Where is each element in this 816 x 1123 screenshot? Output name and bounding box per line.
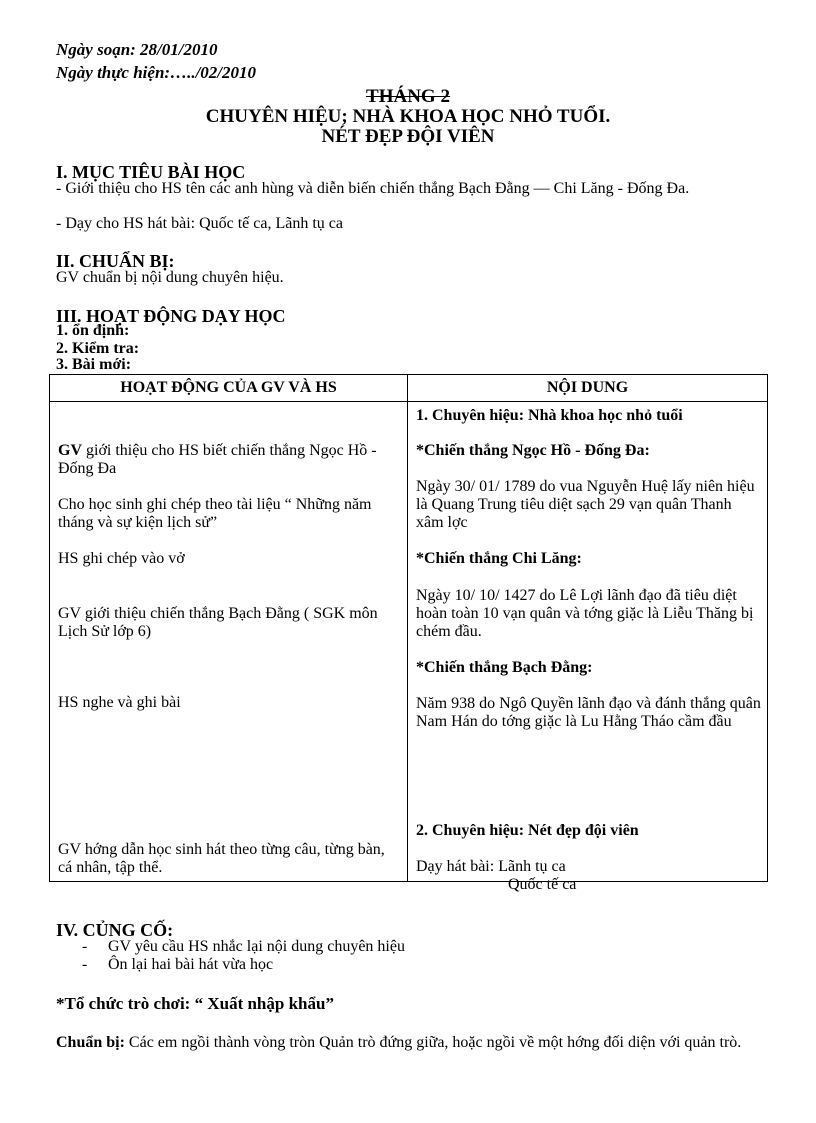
list-item: - GV yêu cầu HS nhắc lại nội dung chuyên hiệu	[82, 938, 405, 955]
right-t3: Ngày 10/ 10/ 1427 do Lê Lợi lãnh đạo đã tiêu diệt hoàn toàn 10 vạn quân và tớng giặc là Liễu Thăng bị chém đầu.	[416, 587, 754, 640]
section1-item1: - Giới thiệu cho HS tên các anh hùng và diễn biến chiến thắng Bạch Đằng — Chi Lăng - Đống Đa.	[56, 180, 690, 197]
section3-heading: III. HOẠT ĐỘNG DẠY HỌC	[56, 306, 286, 326]
section1-item2: - Dạy cho HS hát bài: Quốc tế ca, Lãnh tụ ca	[56, 215, 344, 232]
date-taught: Ngày thực hiện:…../02/2010	[56, 63, 257, 82]
page-subtitle: NÉT ĐẸP ĐỘI VIÊN	[321, 126, 495, 147]
right-h1: 1. Chuyên hiệu: Nhà khoa học nhỏ tuổi	[416, 407, 683, 424]
left-p4: GV giới thiệu chiến thắng Bạch Đằng ( SGK môn Lịch Sử lớp 6)	[58, 605, 378, 640]
section4-heading: IV. CỦNG CỐ:	[56, 920, 174, 940]
month-title: THÁNG 2	[366, 86, 450, 107]
right-t4: Năm 938 do Ngô Quyền lãnh đạo và đánh thắng quân Nam Hán do tớng giặc là Lu Hằng Tháo cầm đầu	[416, 695, 761, 730]
right-t5b: Quốc tế ca	[508, 876, 577, 893]
right-h2: *Chiến thắng Ngọc Hồ - Đống Đa:	[416, 442, 650, 459]
section3-sub3: 3. Bài mới:	[56, 356, 132, 373]
section3-sub1: 1. ổn định:	[56, 322, 130, 339]
right-h3: *Chiến thắng Chi Lăng:	[416, 550, 582, 567]
page-title: CHUYÊN HIỆU; NHÀ KHOA HỌC NHỎ TUỔI.	[205, 106, 611, 127]
game-preparation: Chuẩn bị: Các em ngồi thành vòng tròn Quản trò đứng giữa, hoặc ngồi về một hớng đối diện với quản trò.	[56, 1034, 742, 1051]
right-h5: 2. Chuyên hiệu: Nét đẹp đội viên	[416, 822, 639, 839]
content-cell	[408, 402, 768, 893]
activities-cell	[50, 402, 408, 882]
right-t2: Ngày 30/ 01/ 1789 do vua Nguyễn Huệ lấy niên hiệu là Quang Trung tiêu diệt sạch 29 vạn quân Thanh xâm lợc	[416, 478, 755, 531]
left-p5: HS nghe và ghi bài	[58, 694, 181, 711]
lesson-table	[49, 374, 768, 893]
section3-sub2: 2. Kiểm tra:	[56, 340, 140, 357]
game-title: *Tổ chức trò chơi: “ Xuất nhập khẩu”	[56, 994, 334, 1013]
right-t5a: Dạy hát bài: Lãnh tụ ca	[416, 858, 566, 875]
section2-heading: II. CHUẨN BỊ:	[56, 251, 175, 271]
section1-heading: I. MỤC TIÊU BÀI HỌC	[56, 162, 246, 182]
section4-list	[82, 938, 405, 974]
left-p1: GV giới thiệu cho HS biết chiến thắng Ngọc Hồ - Đống Đa	[58, 442, 377, 477]
left-p3: HS ghi chép vào vở	[58, 550, 185, 567]
list-item: - Ôn lại hai bài hát vừa học	[82, 956, 274, 973]
right-h4: *Chiến thắng Bạch Đằng:	[416, 659, 593, 676]
date-prepared: Ngày soạn: 28/01/2010	[56, 40, 218, 59]
left-p6: GV hớng dẫn học sinh hát theo từng câu, từng bàn, cá nhân, tập thể.	[58, 841, 385, 876]
col-header-activities: HOẠT ĐỘNG CỦA GV VÀ HS	[50, 375, 408, 402]
col-header-content: NỘI DUNG	[408, 375, 768, 402]
section2-text: GV chuẩn bị nội dung chuyên hiệu.	[56, 269, 284, 286]
left-p2: Cho học sinh ghi chép theo tài liệu “ Những năm tháng và sự kiện lịch sử”	[58, 496, 372, 531]
